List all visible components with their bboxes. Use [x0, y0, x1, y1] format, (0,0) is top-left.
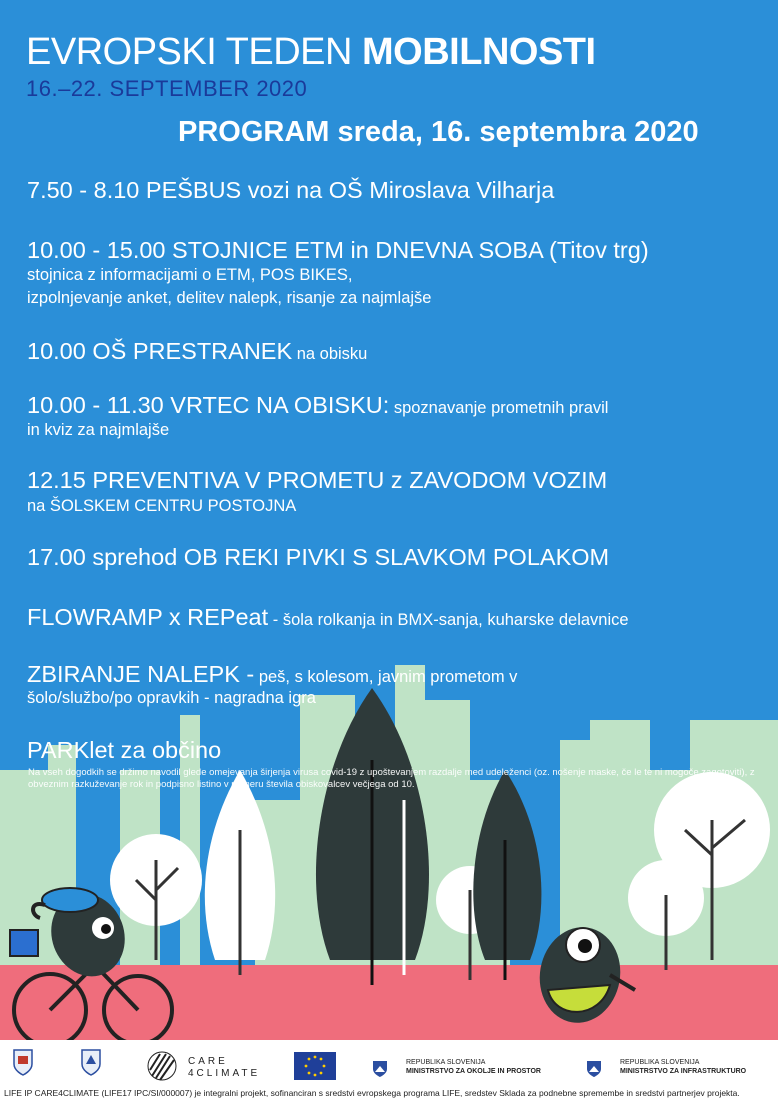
care4climate-logo-icon	[146, 1050, 178, 1082]
title-light: EVROPSKI TEDEN	[26, 31, 352, 73]
event-nalepke-extra: peš, s kolesom, javnim prometom v	[254, 668, 518, 686]
event-preventiva: 12.15 PREVENTIVA V PROMETU z ZAVODOM VOZIM	[27, 467, 608, 493]
event-flowramp-main: FLOWRAMP x REPeat	[27, 604, 269, 630]
event-nalepke-line2: šolo/službo/po opravkih - nagradna igra	[27, 689, 316, 707]
event-flowramp-extra: - šola rolkanja in BMX-sanja, kuharske delavnice	[268, 611, 629, 629]
event-prestranek-main: 10.00 OŠ PRESTRANEK	[27, 338, 293, 364]
slovenia-crest-icon-1	[372, 1060, 388, 1078]
ministry1-line2: MINISTRSTVO ZA OKOLJE IN PROSTOR	[406, 1068, 541, 1075]
event-stojnice-line2: stojnica z informacijami o ETM, POS BIKES,	[27, 266, 353, 284]
town-crest-icon	[80, 1048, 102, 1076]
event-stojnice: 10.00 - 15.00 STOJNICE ETM in DNEVNA SOBA (Titov trg)	[27, 237, 649, 263]
care-logo-line1: CARE	[188, 1056, 228, 1067]
event-prestranek	[27, 338, 367, 365]
event-stojnice-line3: izpolnjevanje anket, delitev nalepk, risanje za najmlajše	[27, 289, 432, 307]
ground	[0, 965, 778, 1045]
eu-flag-icon	[294, 1052, 336, 1080]
event-sprehod: 17.00 sprehod OB REKI PIVKI S SLAVKOM POLAKOM	[27, 544, 610, 570]
event-parklet: PARKlet za občino	[27, 737, 222, 763]
covid-note: Na vseh dogodkih se držimo navodil glede omejevanja širjenja virusa covid-19 z upoštevanjem razdalje med udeleženci (oz. nošenje maske, če le te ni mogoče zagotoviti), z obveznim razkuževanje rok in podpisno listino v primeru števila obiskovalcev večjega od 10.	[28, 767, 755, 790]
page-title	[26, 30, 596, 74]
event-dates: 16.–22. SEPTEMBER 2020	[26, 76, 308, 101]
care-logo-line2: 4CLIMATE	[188, 1068, 261, 1079]
event-pesbus: 7.50 - 8.10 PEŠBUS vozi na OŠ Miroslava Vilharja	[27, 177, 555, 203]
footer-note: LIFE IP CARE4CLIMATE (LIFE17 IPC/SI/000007) je integralni projekt, sofinanciran s sredstvi evropskega programa LIFE, sredstev Sklada za podnebne spremembe in sredstvi partnerjev projekta.	[4, 1088, 740, 1098]
event-flowramp	[27, 604, 629, 631]
event-vrtec	[27, 392, 608, 419]
event-vrtec-main: 10.00 - 11.30 VRTEC NA OBISKU:	[27, 392, 390, 418]
title-bold: MOBILNOSTI	[362, 31, 596, 73]
municipality-crest-icon	[12, 1048, 34, 1076]
ministry1-line1: REPUBLIKA SLOVENIJA	[406, 1059, 486, 1066]
program-title: PROGRAM sreda, 16. septembra 2020	[178, 116, 699, 148]
event-prestranek-extra: na obisku	[292, 345, 368, 363]
event-nalepke	[27, 661, 517, 688]
event-vrtec-line2: in kviz za najmlajše	[27, 421, 170, 439]
ministry2-line1: REPUBLIKA SLOVENIJA	[620, 1059, 700, 1066]
slovenia-crest-icon-2	[586, 1060, 602, 1078]
event-nalepke-main: ZBIRANJE NALEPK -	[27, 661, 255, 687]
event-vrtec-extra: spoznavanje prometnih pravil	[389, 399, 609, 417]
event-preventiva-line2: na ŠOLSKEM CENTRU POSTOJNA	[27, 497, 297, 515]
ministry2-line2: MINISTRSTVO ZA INFRASTRUKTURO	[620, 1068, 747, 1075]
